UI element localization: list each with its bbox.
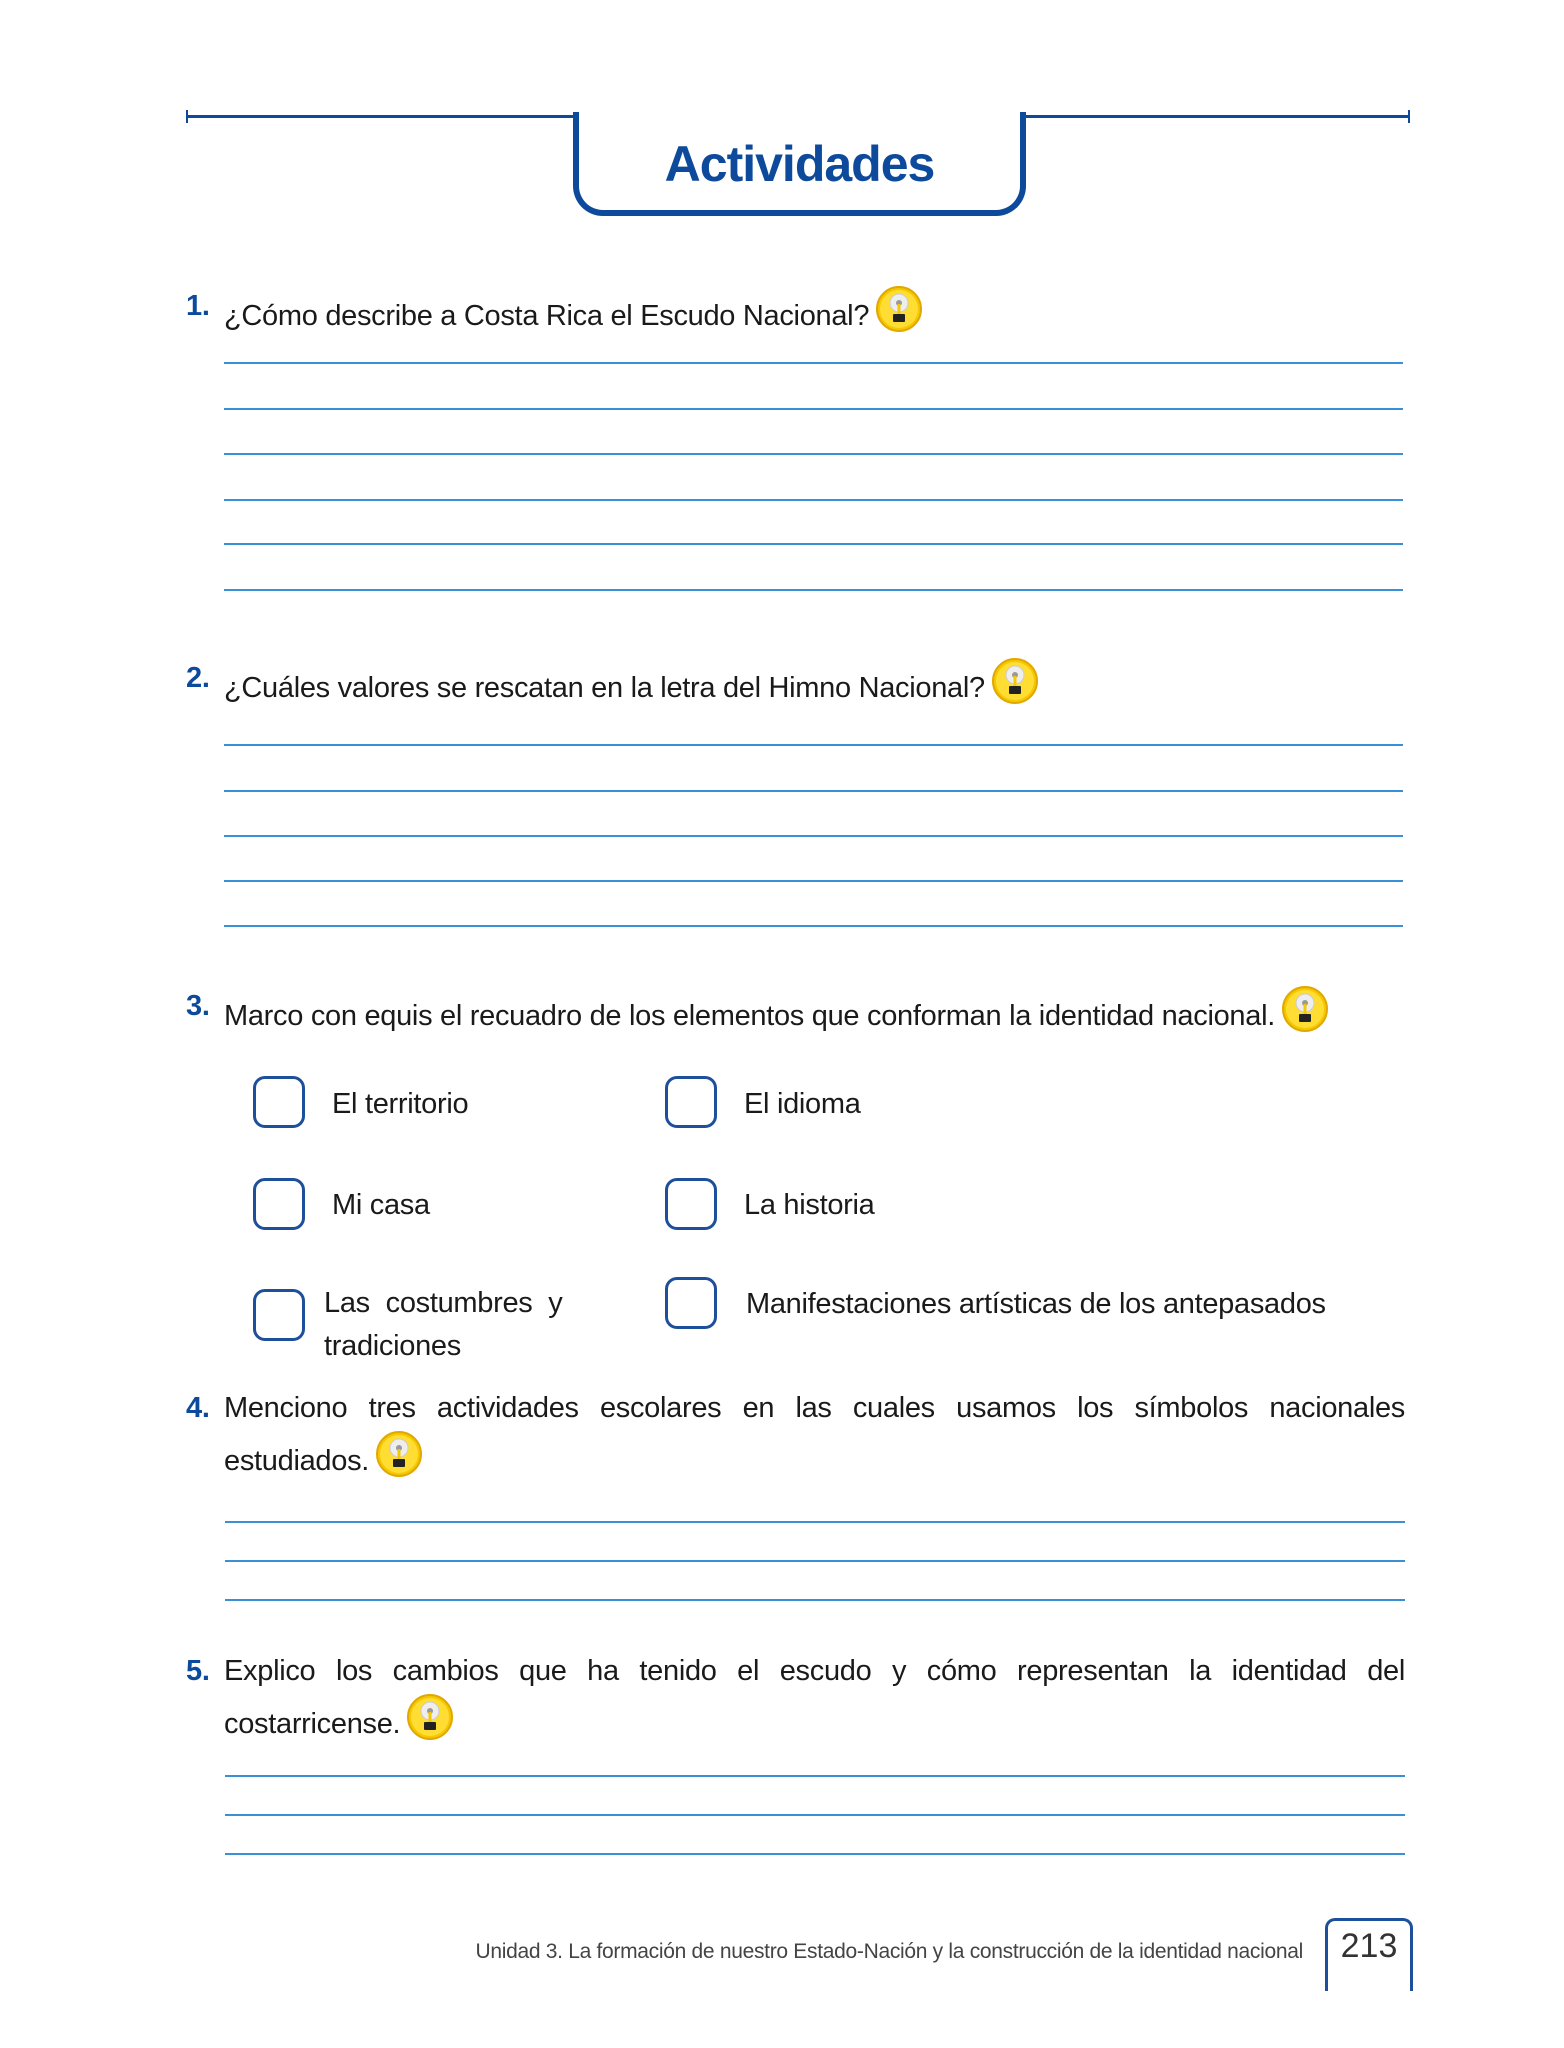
header-rule-tick: [1408, 110, 1410, 123]
question-3: [186, 985, 1329, 1038]
answer-line[interactable]: [225, 1599, 1405, 1601]
answer-line[interactable]: [224, 453, 1403, 455]
answer-lines-1: [224, 362, 1403, 591]
answer-line[interactable]: [224, 499, 1403, 501]
header-rule-tick: [186, 110, 188, 123]
checkbox-historia[interactable]: [665, 1178, 717, 1230]
answer-line[interactable]: [225, 1814, 1405, 1816]
checkbox-territorio[interactable]: [253, 1076, 305, 1128]
question-text: Menciono tres actividades escolares en las cuales usamos los símbolos nacionales estudiados.: [224, 1392, 1405, 1477]
answer-line[interactable]: [225, 1775, 1405, 1777]
checkbox-mi-casa[interactable]: [253, 1178, 305, 1230]
checkbox-manifestaciones[interactable]: [665, 1277, 717, 1329]
option-label: El territorio: [332, 1088, 469, 1120]
answer-lines-5: [225, 1775, 1405, 1855]
question-text: ¿Cuáles valores se rescatan en la letra del Himno Nacional?: [224, 672, 985, 704]
option-label: Manifestaciones artísticas de los antepasados: [746, 1288, 1326, 1320]
question-4: [186, 1387, 1405, 1483]
option-label: Las costumbres y tradiciones: [324, 1287, 563, 1362]
question-number: 4.: [186, 1392, 210, 1424]
checkbox-idioma[interactable]: [665, 1076, 717, 1128]
question-text: Marco con equis el recuadro de los elementos que conforman la identidad nacional.: [224, 1000, 1275, 1032]
answer-line[interactable]: [225, 1521, 1405, 1523]
question-number: 5.: [186, 1655, 210, 1687]
answer-line[interactable]: [225, 1853, 1405, 1855]
question-5: [186, 1650, 1405, 1746]
question-2: [186, 657, 1039, 710]
lightbulb-icon: [375, 1430, 423, 1478]
option-label: El idioma: [744, 1088, 861, 1120]
answer-line[interactable]: [224, 362, 1403, 364]
answer-line[interactable]: [224, 744, 1403, 746]
answer-line[interactable]: [224, 408, 1403, 410]
question-number: 3.: [186, 990, 210, 1022]
question-number: 2.: [186, 662, 210, 694]
question-text: ¿Cómo describe a Costa Rica el Escudo Nacional?: [224, 300, 870, 332]
answer-line[interactable]: [225, 1560, 1405, 1562]
page-title: Actividades: [664, 136, 935, 192]
answer-line[interactable]: [224, 925, 1403, 927]
footer-unit-text: Unidad 3. La formación de nuestro Estado-Nación y la construcción de la identidad nacional: [475, 1940, 1303, 1963]
option-label: Mi casa: [332, 1189, 430, 1221]
lightbulb-icon: [875, 285, 923, 333]
checkbox-costumbres[interactable]: [253, 1289, 305, 1341]
lightbulb-icon: [406, 1693, 454, 1741]
page-number: 213: [1340, 1927, 1398, 1965]
answer-lines-2: [224, 744, 1403, 927]
question-text: Explico los cambios que ha tenido el escudo y cómo representan la identidad del costarricense.: [224, 1655, 1405, 1740]
lightbulb-icon: [991, 657, 1039, 705]
answer-line[interactable]: [224, 790, 1403, 792]
option-label: La historia: [744, 1189, 875, 1221]
question-1: [186, 285, 923, 338]
question-number: 1.: [186, 290, 210, 322]
answer-line[interactable]: [224, 543, 1403, 545]
answer-line[interactable]: [224, 835, 1403, 837]
lightbulb-icon: [1281, 985, 1329, 1033]
answer-line[interactable]: [224, 589, 1403, 591]
answer-lines-4: [225, 1521, 1405, 1601]
answer-line[interactable]: [224, 880, 1403, 882]
